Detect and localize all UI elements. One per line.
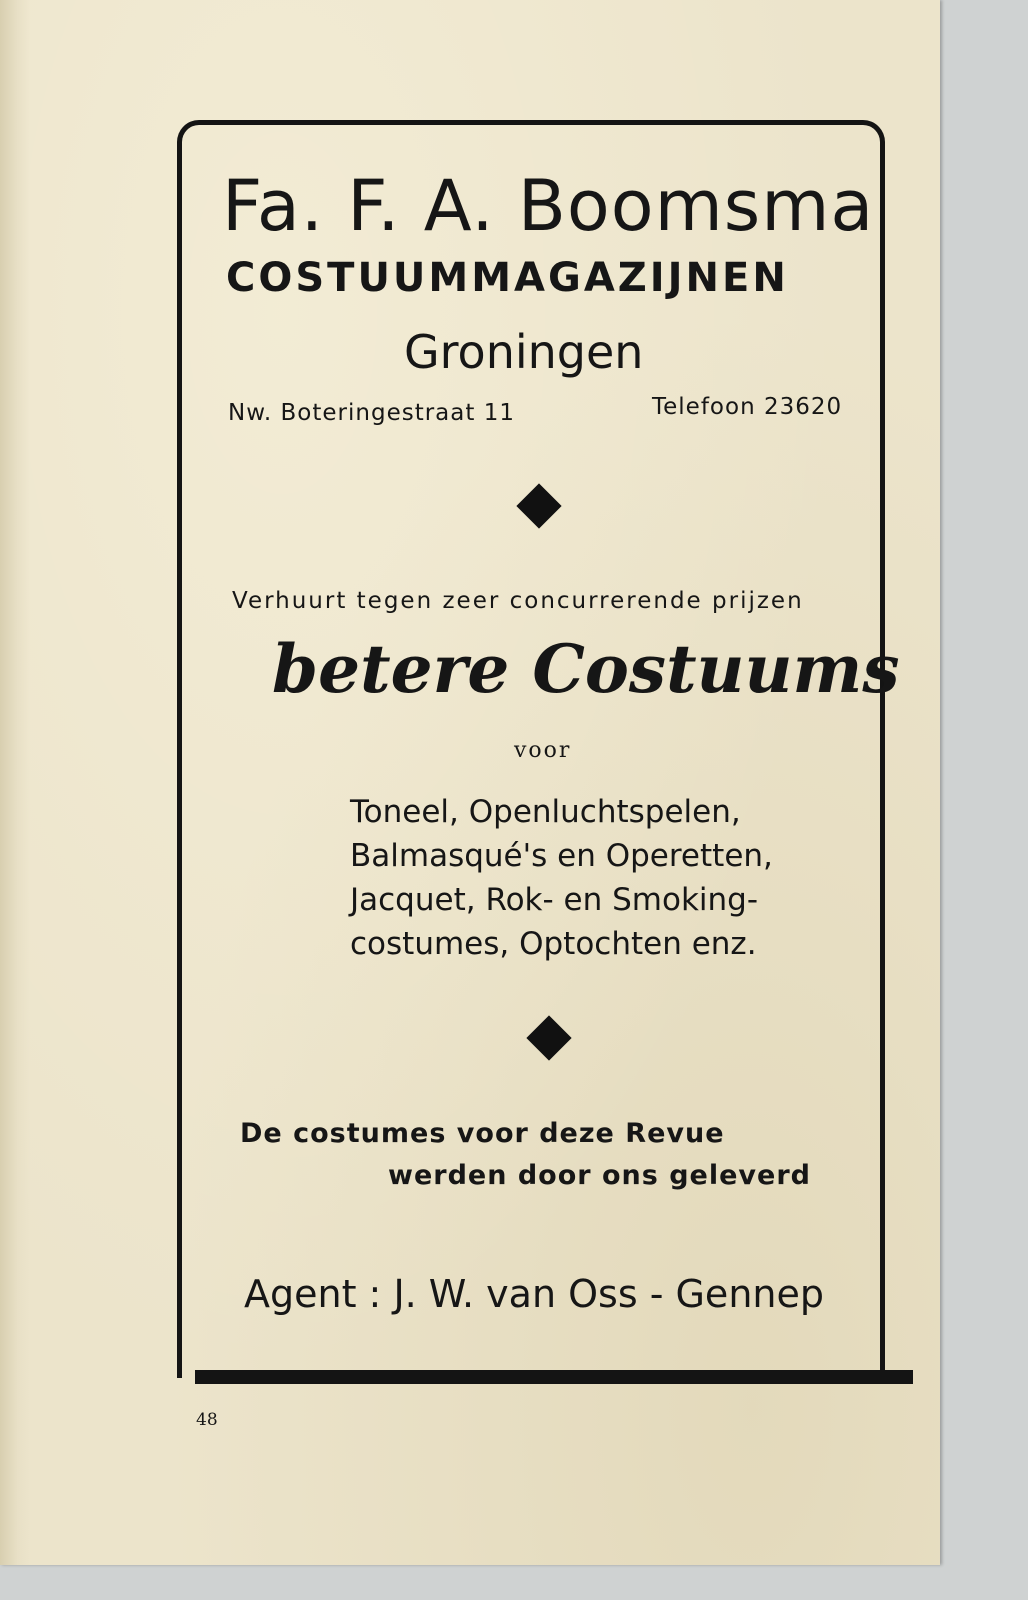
headline-script: betere Costuums <box>272 630 900 708</box>
list-item: Jacquet, Rok- en Smoking- <box>350 882 759 918</box>
agent-line: Agent : J. W. van Oss - Gennep <box>244 1272 824 1316</box>
list-item: Toneel, Openluchtspelen, <box>350 794 741 830</box>
page-edge <box>0 0 30 1565</box>
page-number: 48 <box>196 1410 218 1430</box>
ad-border-base-rule <box>195 1370 913 1384</box>
firm-name: Fa. F. A. Boomsma <box>222 165 875 247</box>
list-item: Balmasqué's en Operetten, <box>350 838 773 874</box>
firm-city: Groningen <box>404 325 644 379</box>
for-word: voor <box>514 738 572 763</box>
firm-phone: Telefoon 23620 <box>652 394 843 420</box>
rent-line: Verhuurt tegen zeer concurrerende prijzen <box>232 588 804 614</box>
uses-list <box>350 790 773 966</box>
notice-line-1: De costumes voor deze Revue <box>240 1118 725 1149</box>
list-item: costumes, Optochten enz. <box>350 926 757 962</box>
firm-address: Nw. Boteringestraat 11 <box>228 400 515 426</box>
firm-subtitle: COSTUUMMAGAZIJNEN <box>226 255 789 301</box>
notice-line-2: werden door ons geleverd <box>388 1160 811 1191</box>
